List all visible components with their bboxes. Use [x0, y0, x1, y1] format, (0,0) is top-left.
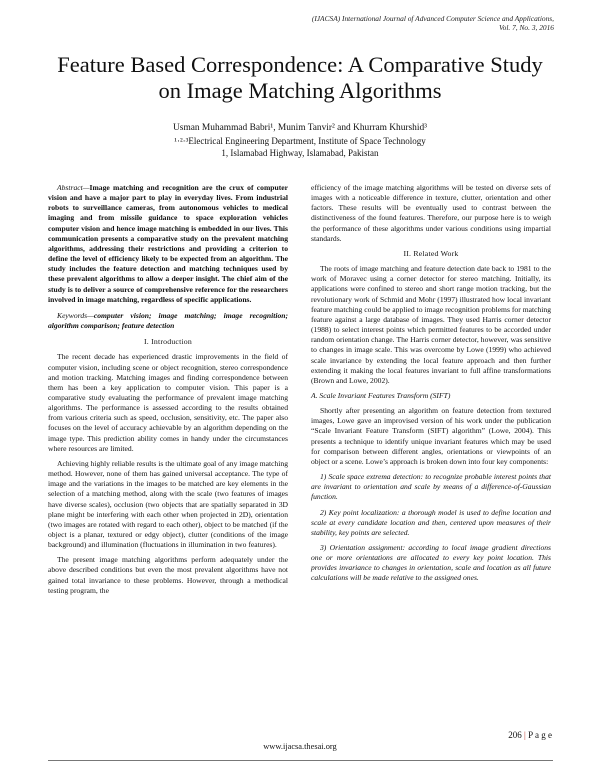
sift-item-2: 2) Key point localization: a thorough model is used to define location and scale at every candidate location and then, centered upon measures of their stability, key points are selected. [311, 507, 551, 537]
subsection-heading-sift: A. Scale Invariant Features Transform (SIFT) [311, 390, 451, 400]
page-word: P a g e [528, 730, 552, 740]
paper-title [0, 52, 600, 104]
authors: Usman Muhammad Babri¹, Munim Tanvir² and Khurram Khurshid³ [173, 123, 427, 133]
affiliation [0, 136, 600, 159]
intro-paragraph-2: Achieving highly reliable results is the ultimate goal of any image matching method. However, none of them has gained universal acceptance. The type of image and the variations in the images to be matched are key elements in the selection of a matching method, along with the scale (two features of images have diverse scales), occlusion (two objects that are spatially separated in 3D plane might be interfering with each other when projected in 2D), orientation (two images are rotated with regard to each other), object to be matched (if the object is a planar, textured or edgy object), clutter (conditions of the image background) and illumination (fluctuations in illumination in two features). [48, 458, 288, 550]
left-column [48, 183, 288, 601]
intro-paragraph-1: The recent decade has experienced drastic improvements in the field of computer vision, including scene or object recognition, stereo correspondence and motion tracking. Matching images and finding correspondence between them has been a key application to computer vision. This paper is a comparative study evaluating the performance of prevalent image matching algorithms. The performance is assessed according to the results obtained from various criteria such as speed, occlusion, sensitivity, etc. The paper also focuses on the level of accuracy achievable by an algorithm depending on the image type. This prediction ability comes in handy under the circumstances where resources are limited. [48, 352, 288, 453]
abstract-label: Abstract— [57, 183, 90, 192]
page-separator: | [521, 730, 529, 740]
footer-divider [48, 760, 553, 761]
page-number-value: 206 [508, 730, 522, 740]
title-line-1: Feature Based Correspondence: A Comparative Study [57, 52, 543, 77]
title-line-2: on Image Matching Algorithms [158, 78, 442, 103]
sift-item-3: 3) Orientation assignment: according to local image gradient directions one or more orientations are allocated to every key point location. This provides invariance to changes in orientation, scale and location as all future calculations will be made relative to the assigned ones. [311, 543, 551, 583]
journal-name: (IJACSA) International Journal of Advanced Computer Science and Applications, [311, 14, 554, 23]
abstract [48, 183, 288, 305]
page-number [508, 730, 552, 740]
right-paragraph-1: efficiency of the image matching algorithms will be tested on diverse sets of images with a noticeable difference in texture, clutter, orientation and other factors. These results will be eventually used to contrast between the distinctiveness of the found features. Therefore, our purpose here is to weigh the performance of these algorithms under various conditions using impartial standards. [311, 183, 551, 243]
affiliation-line-2: 1, Islamabad Highway, Islamabad, Pakistan [221, 147, 379, 158]
right-column [311, 183, 551, 589]
sift-paragraph-1: Shortly after presenting an algorithm on feature detection from textured images, Lowe gave an improvised version of his work under the publication “Scale Invariant Feature Transform (SIFT) algorithm” (Lowe, 2004). This presents a technique to identify unique invariant features which may be used for comparison between different angles, orientations or viewpoints of an object or a scene. Lowe’s approach is broken down into four key components: [311, 406, 551, 466]
keywords [48, 311, 288, 331]
footer-url[interactable]: www.ijacsa.thesai.org [263, 742, 337, 751]
running-header [194, 14, 554, 33]
section-heading-introduction: I. Introduction [143, 337, 193, 347]
intro-paragraph-3: The present image matching algorithms perform adequately under the above described conditions but even the most prevalent algorithms have not gained total invariance to these problems. However, through a methodical testing program, the [48, 555, 288, 595]
journal-volume: Vol. 7, No. 3, 2016 [498, 23, 554, 33]
abstract-text: Image matching and recognition are the crux of computer vision and have a major part to play in everyday lives. From industrial robots to surveillance cameras, from autonomous vehicles to medical imaging and from missile guidance to space exploration vehicles computer vision and hence image matching is embedded in our lives. This communication presents a comparative study on the prevalent matching algorithms, addressing their restrictions and providing a criterion to define the level of efficiency likely to be expected from an algorithm. The study includes the feature detection and matching techniques used by these prevalent algorithms to allow a deeper insight. The chief aim of the study is to deliver a source of comprehensive reference for the researchers involved in image matching, regardless of specific applications. [48, 183, 288, 304]
related-paragraph-1: The roots of image matching and feature detection date back to 1981 to the work of Moravec using a corner detector for stereo matching. Initially, its applications were confined to stereo and short range motion tracking, but the revolutionary work of Schmid and Mohr (1997) illustrated how local invariant feature matching could be applied to image recognition problems for matching feature against a large database of images. They used Harris corner detector (1988) to select interest points which permitted features to be accorded under random orientation change. The Harris corner detector, however, was sensitive to changes in image scale. This was overcome by Lowe (1999) who achieved scale invariance by extending the local feature approach and then further extending it making the local features invariant to full affine transformations (Brown and Lowe, 2002). [311, 264, 551, 385]
keywords-label: Keywords— [57, 310, 94, 320]
sift-item-1: 1) Scale space extrema detection: to recognize probable interest points that are invariant to orientation and scale by means of a difference-of-Gaussian function. [311, 472, 551, 502]
affiliation-line-1: ¹·²·³Electrical Engineering Department, Institute of Space Technology [174, 136, 426, 146]
keywords-text: computer vision; image matching; image recognition; algorithm comparison; feature detection [48, 310, 288, 331]
section-heading-related-work: II. Related Work [403, 248, 459, 258]
